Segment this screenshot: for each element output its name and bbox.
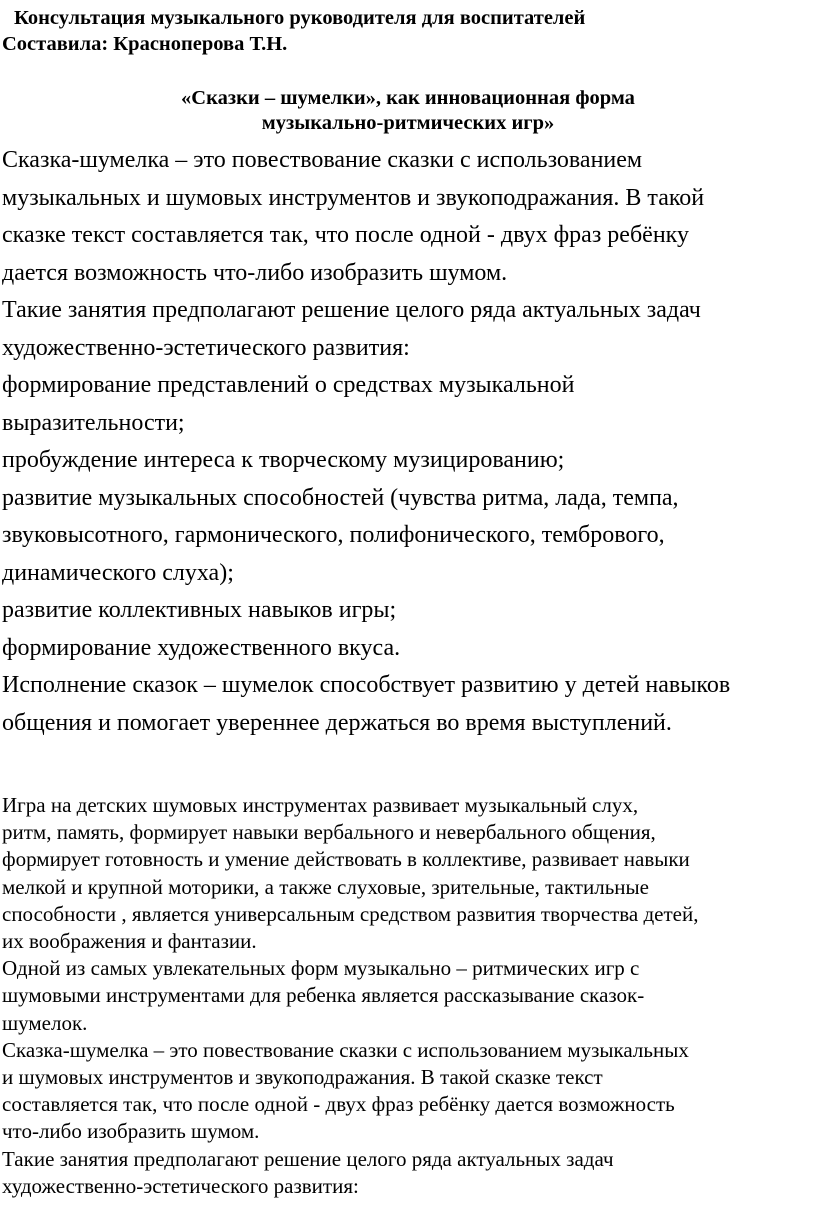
paragraph-line: мелкой и крупной моторики, а также слуховые, зрительные, тактильные	[2, 874, 649, 899]
paragraph-line: динамического слуха);	[2, 559, 234, 586]
paragraph-line: Сказка-шумелка – это повествование сказки с использованием	[2, 147, 643, 173]
author-line: Составила: Красноперова Т.Н.	[2, 33, 288, 55]
paragraph-line: шумелок.	[2, 1010, 88, 1035]
paragraph-line: художественно-эстетического развития:	[2, 334, 410, 361]
paragraph-line: формирует готовность и умение действовать в коллективе, развивает навыки	[2, 847, 690, 872]
paragraph-line: Игра на детских шумовых инструментах развивает музыкальный слух,	[2, 793, 639, 817]
document-title-line-2: музыкально-ритмических игр»	[261, 112, 555, 134]
paragraph-line: Такие занятия предполагают решение целого ряда актуальных задач	[2, 297, 701, 323]
paragraph-line: сказке текст составляется так, что после одной - двух фраз ребёнку	[2, 222, 689, 248]
paragraph-line: способности , является универсальным средством развития творчества детей,	[2, 901, 699, 926]
paragraph-line: ритм, память, формирует навыки вербального и невербального общения,	[2, 820, 656, 845]
paragraph-line: составляется так, что после одной - двух фраз ребёнку дается возможность	[2, 1092, 675, 1117]
paragraph-line: пробуждение интереса к творческому музицированию;	[2, 447, 565, 473]
consultation-heading: Консультация музыкального руководителя для воспитателей	[14, 7, 586, 29]
paragraph-line: формирование представлений о средствах музыкальной	[2, 372, 575, 398]
paragraph-line: выразительности;	[2, 409, 185, 436]
paragraph-line: и шумовых инструментов и звукоподражания. В такой сказке текст	[2, 1065, 603, 1089]
paragraph-line: формирование художественного вкуса.	[2, 634, 401, 661]
paragraph-line: шумовыми инструментами для ребенка является рассказывание сказок-	[2, 983, 645, 1008]
paragraph-line: развитие музыкальных способностей (чувства ритма, лада, темпа,	[2, 484, 679, 511]
paragraph-line: Сказка-шумелка – это повествование сказки с использованием музыкальных	[2, 1037, 689, 1062]
paragraph-line: развитие коллективных навыков игры;	[2, 597, 397, 623]
paragraph-line: общения и помогает увереннее держаться во время выступлений.	[2, 709, 672, 736]
paragraph-line: что-либо изобразить шумом.	[2, 1119, 260, 1144]
paragraph-line: Такие занятия предполагают решение целого ряда актуальных задач	[2, 1146, 614, 1171]
document-title-line-1: «Сказки – шумелки», как инновационная форма	[181, 87, 635, 109]
paragraph-line: Одной из самых увлекательных форм музыкально – ритмических игр с	[2, 956, 640, 981]
paragraph-line: звуковысотного, гармонического, полифонического, тембрового,	[2, 522, 665, 548]
paragraph-line: их воображения и фантазии.	[2, 929, 257, 953]
paragraph-line: дается возможность что-либо изобразить шумом.	[2, 259, 508, 286]
paragraph-line: музыкальных и шумовых инструментов и звукоподражания. В такой	[2, 184, 705, 211]
paragraph-line: художественно-эстетического развития:	[2, 1173, 359, 1198]
paragraph-line: Исполнение сказок – шумелок способствует развитию у детей навыков	[2, 672, 731, 698]
